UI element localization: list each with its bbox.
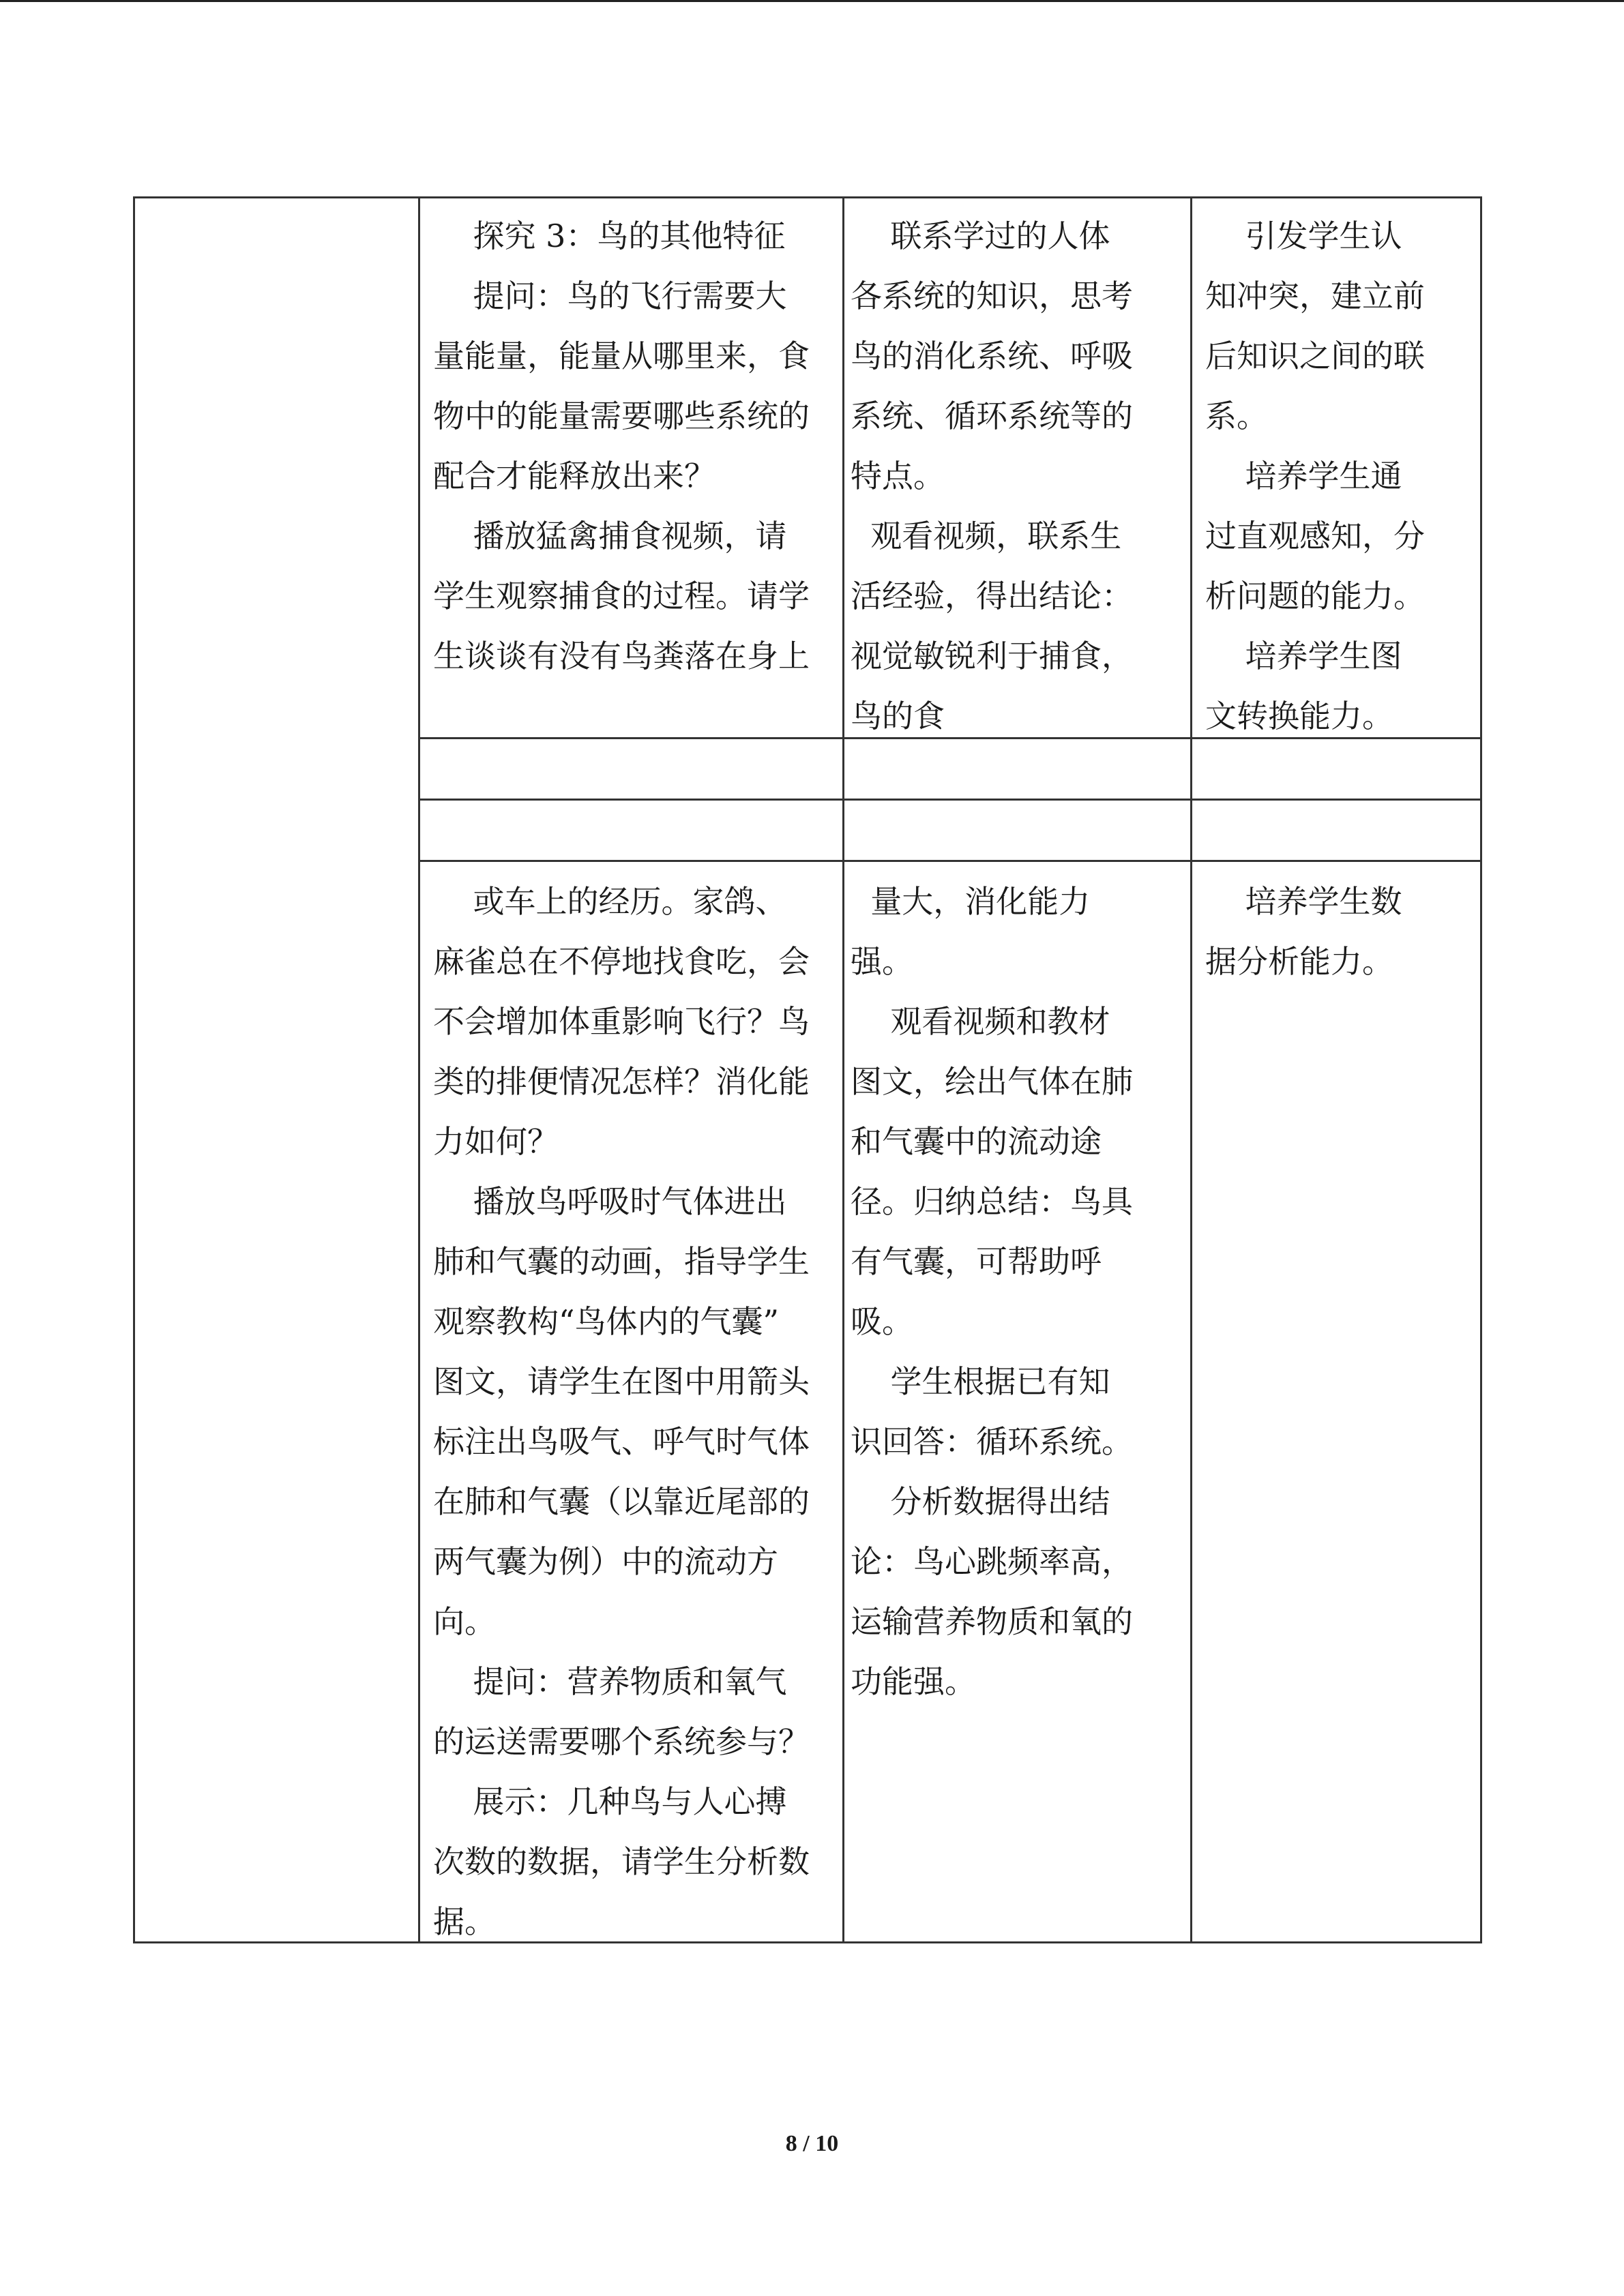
text-line: 系统、循环系统等的 (851, 398, 1133, 434)
text-line: 不会增加体重影响飞行？鸟 (433, 1003, 810, 1040)
text-line: 学生根据已有知 (851, 1363, 1110, 1400)
student-activity-cell-1 (851, 196, 1157, 737)
text-line: 在肺和气囊（以靠近尾部的 (433, 1483, 810, 1520)
text-line: 的运送需要哪个系统参与？ (433, 1723, 810, 1760)
text-line: 观察教构“鸟体内的气囊” (433, 1303, 780, 1340)
text-line: 量大，消化能力 (851, 883, 1091, 920)
text-line: 观看视频，联系生 (851, 518, 1122, 554)
design-intent-cell-1 (1205, 196, 1451, 737)
row-divider-1 (418, 737, 1482, 739)
text-line: 图文，请学生在图中用箭头 (433, 1363, 810, 1400)
text-line: 观看视频和教材 (851, 1003, 1110, 1040)
text-line: 联系学过的人体 (851, 218, 1110, 254)
text-line: 径。归纳总结：鸟具 (851, 1183, 1133, 1220)
text-line: 特点。 (851, 458, 945, 494)
text-line: 播放鸟呼吸时气体进出 (433, 1183, 787, 1220)
table-border-left (133, 196, 135, 1943)
student-activity-cell-2 (851, 862, 1157, 1941)
text-line: 文转换能力。 (1205, 698, 1393, 734)
top-border-line (0, 0, 1624, 2)
text-line: 活经验，得出结论： (851, 578, 1133, 614)
text-line: 引发学生认 (1205, 218, 1402, 254)
text-line: 量能量，能量从哪里来，食 (433, 338, 810, 374)
teacher-activity-cell-2 (433, 862, 836, 1941)
text-line: 力如何？ (433, 1123, 559, 1160)
text-line: 生谈谈有没有鸟粪落在身上 (433, 638, 810, 674)
text-line: 识回答：循环系统。 (851, 1423, 1133, 1460)
text-line: 播放猛禽捕食视频，请 (433, 518, 787, 554)
text-line: 肺和气囊的动画，指导学生 (433, 1243, 810, 1280)
text-line: 标注出鸟吸气、呼气时气体 (433, 1423, 810, 1460)
text-line: 提问：营养物质和氧气 (433, 1663, 787, 1700)
text-line: 提问：鸟的飞行需要大 (433, 278, 787, 314)
text-line: 类的排便情况怎样？消化能 (433, 1063, 810, 1100)
text-line: 视觉敏锐利于捕食， (851, 638, 1133, 674)
lesson-plan-table (133, 196, 1482, 1943)
table-border-bottom (133, 1941, 1482, 1943)
text-line: 麻雀总在不停地找食吃，会 (433, 943, 810, 980)
text-line: 两气囊为例）中的流动方 (433, 1543, 778, 1580)
text-line: 展示：几种鸟与人心搏 (433, 1783, 787, 1820)
page-number: 8 / 10 (785, 2131, 839, 2156)
text-line: 向。 (433, 1603, 496, 1640)
text-line: 配合才能释放出来？ (433, 458, 715, 494)
text-line: 或车上的经历。家鸽、 (433, 883, 787, 920)
row-divider-2 (418, 799, 1482, 801)
text-line: 培养学生图 (1205, 638, 1402, 674)
table-column-divider-3 (1190, 196, 1192, 1943)
text-line: 吸。 (851, 1303, 913, 1340)
text-line: 次数的数据，请学生分析数 (433, 1843, 810, 1880)
text-line: 培养学生通 (1205, 458, 1402, 494)
text-line: 据。 (433, 1903, 496, 1940)
text-line: 知冲突，建立前 (1205, 278, 1425, 314)
text-line: 据分析能力。 (1205, 943, 1393, 980)
text-line: 析问题的能力。 (1205, 578, 1425, 614)
table-border-right (1480, 196, 1482, 1943)
text-line: 和气囊中的流动途 (851, 1123, 1102, 1160)
design-intent-cell-2 (1205, 862, 1451, 1941)
text-line: 物中的能量需要哪些系统的 (433, 398, 810, 434)
text-line: 鸟的消化系统、呼吸 (851, 338, 1133, 374)
text-line: 论：鸟心跳频率高， (851, 1543, 1133, 1580)
text-line: 系。 (1205, 398, 1268, 434)
text-line: 强。 (851, 943, 913, 980)
text-line: 功能强。 (851, 1663, 976, 1700)
text-line: 有气囊，可帮助呼 (851, 1243, 1102, 1280)
table-column-divider-2 (842, 196, 844, 1943)
text-line: 后知识之间的联 (1205, 338, 1425, 374)
text-line: 探究 3：鸟的其他特征 (433, 218, 786, 254)
text-line: 图文，绘出气体在肺 (851, 1063, 1133, 1100)
text-line: 各系统的知识，思考 (851, 278, 1133, 314)
text-line: 学生观察捕食的过程。请学 (433, 578, 810, 614)
table-column-divider-1 (418, 196, 420, 1943)
text-line: 运输营养物质和氧的 (851, 1603, 1133, 1640)
text-line: 分析数据得出结 (851, 1483, 1110, 1520)
text-line: 过直观感知，分 (1205, 518, 1425, 554)
text-line: 培养学生数 (1205, 883, 1402, 920)
text-line: 鸟的食 (851, 698, 945, 734)
teacher-activity-cell-1 (433, 196, 836, 737)
